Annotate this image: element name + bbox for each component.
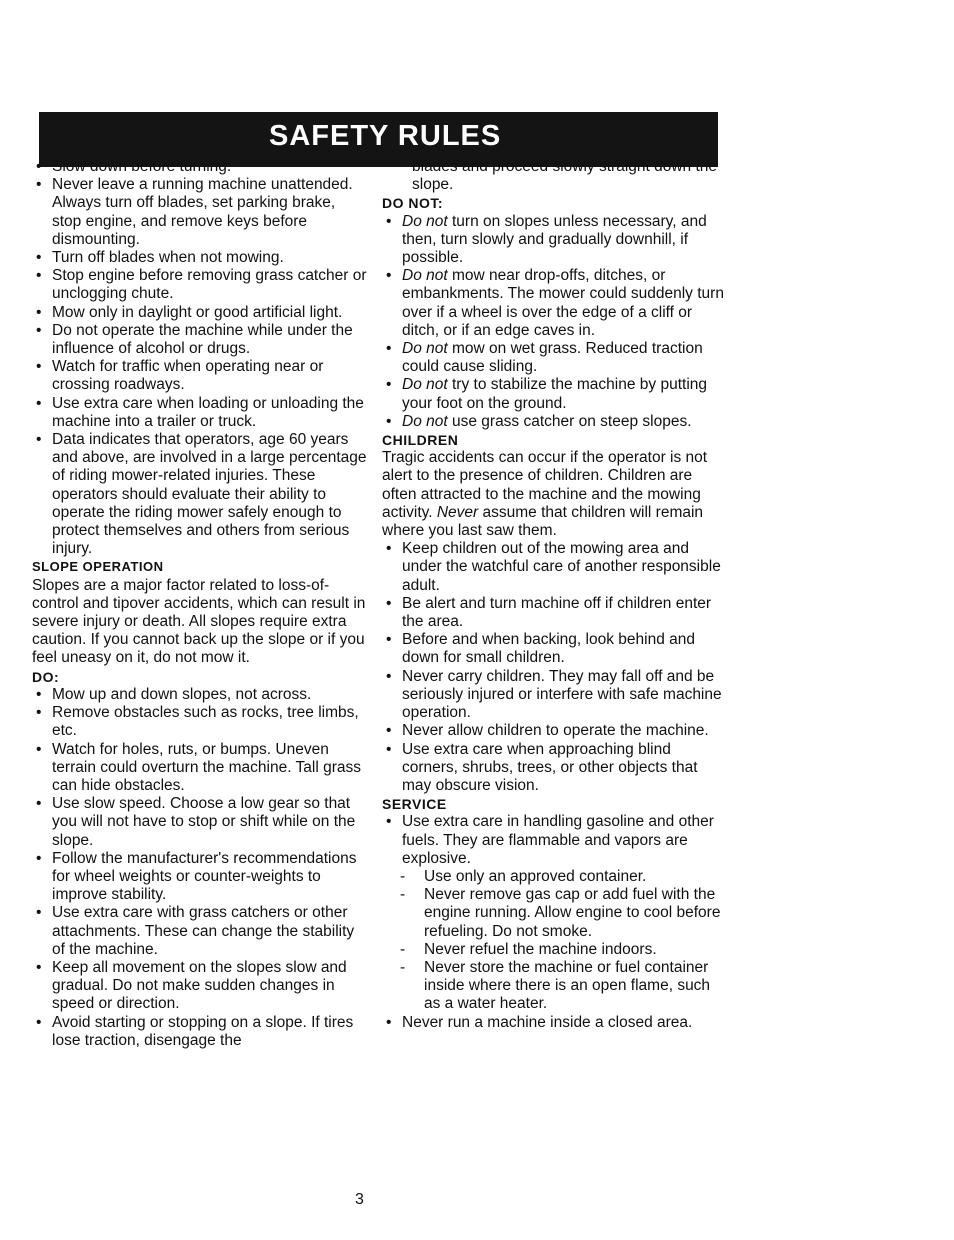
continued-text: blades and proceed slowly straight down the slope. — [412, 158, 718, 194]
list-item: • Watch for holes, ruts, or bumps. Uneven terrain could overturn the machine. Tall grass can hide obstacles. — [32, 741, 367, 796]
list-item: • Do not operate the machine while under the influence of alcohol or drugs. — [32, 322, 367, 358]
list-item: • Use extra care in handling gasoline and other fuels. They are flammable and vapors are explosive. — [382, 813, 727, 868]
general-rules-list — [32, 158, 367, 558]
do-not-label: Do not — [402, 340, 448, 358]
list-item: • Use extra care with grass catchers or other attachments. These can change the stability of the machine. — [32, 904, 367, 959]
do-not-heading: DO NOT: — [382, 195, 444, 212]
list-item: • Remove obstacles such as rocks, tree limbs, etc. — [32, 704, 367, 740]
list-item: • Stop engine before removing grass catcher or unclogging chute. — [32, 267, 367, 303]
do-list — [32, 686, 367, 1050]
list-item: • Do not use grass catcher on steep slopes. — [382, 413, 727, 431]
service-list — [382, 813, 727, 1031]
do-not-label: Do not — [402, 376, 448, 394]
list-subitem: - Never store the machine or fuel container inside where there is an open flame, such as a water heater. — [382, 959, 727, 1014]
list-item: • Use extra care when loading or unloading the machine into a trailer or truck. — [32, 395, 367, 431]
list-item: • Keep children out of the mowing area and under the watchful care of another responsible adult. — [382, 540, 727, 595]
list-item: • Be alert and turn machine off if children enter the area. — [382, 595, 727, 631]
list-item: • Never run a machine inside a closed area. — [382, 1014, 727, 1032]
list-subitem: - Never refuel the machine indoors. — [382, 941, 727, 959]
list-item: • Never leave a running machine unattended. Always turn off blades, set parking brake, stop engine, and remove keys before dismounting. — [32, 176, 367, 249]
list-item: • Mow up and down slopes, not across. — [32, 686, 367, 704]
children-heading: CHILDREN — [382, 432, 459, 449]
page-title: SAFETY RULES — [269, 120, 502, 152]
list-item: • Do not mow on wet grass. Reduced traction could cause sliding. — [382, 340, 727, 376]
list-item: • Do not turn on slopes unless necessary, and then, turn slowly and gradually downhill, if possible. — [382, 213, 727, 268]
list-item: • Do not try to stabilize the machine by putting your foot on the ground. — [382, 376, 727, 412]
list-item: • Follow the manufacturer's recommendations for wheel weights or counter-weights to improve stability. — [32, 850, 367, 905]
slope-operation-text: Slopes are a major factor related to loss-of-control and tipover accidents, which can result in severe injury or death. All slopes require extra caution. If you cannot back up the slope or if you feel uneasy on it, do not mow it. — [32, 576, 366, 667]
list-subitem: - Never remove gas cap or add fuel with the engine running. Allow engine to cool before refueling. Do not smoke. — [382, 886, 727, 941]
list-item: • Data indicates that operators, age 60 years and above, are involved in a large percentage of riding mower-related injuries. These operators should evaluate their ability to operate the riding mower safely enough to protect themselves and others from serious injury. — [32, 431, 367, 558]
page-number: 3 — [355, 1191, 364, 1208]
list-item: • Slow down before turning. — [32, 158, 367, 176]
left-column — [32, 158, 367, 1050]
service-heading: SERVICE — [382, 796, 447, 813]
do-not-label: Do not — [402, 212, 448, 230]
list-item: • Before and when backing, look behind and down for small children. — [382, 631, 727, 667]
list-item: • Never allow children to operate the machine. — [382, 722, 727, 740]
children-list — [382, 540, 727, 795]
do-heading: DO: — [32, 668, 60, 685]
do-not-list — [382, 213, 727, 431]
list-subitem: - Use only an approved container. — [382, 868, 727, 886]
list-item: • Turn off blades when not mowing. — [32, 249, 367, 267]
right-column — [382, 158, 727, 1032]
list-item: • Do not mow near drop-offs, ditches, or embankments. The mower could suddenly turn over if a wheel is over the edge of a cliff or ditch, or if an edge caves in. — [382, 267, 727, 340]
list-item: • Avoid starting or stopping on a slope. If tires lose traction, disengage the — [32, 1014, 367, 1050]
do-not-label: Do not — [402, 412, 448, 430]
list-item: • Never carry children. They may fall off and be seriously injured or interfere with safe machine operation. — [382, 668, 727, 723]
list-item: • Keep all movement on the slopes slow and gradual. Do not make sudden changes in speed or direction. — [32, 959, 367, 1014]
slope-operation-heading: SLOPE OPERATION — [32, 559, 164, 575]
list-item: • Use extra care when approaching blind corners, shrubs, trees, or other objects that may obscure vision. — [382, 741, 727, 796]
children-text: Tragic accidents can occur if the operator is not alert to the presence of children. Children are often attracted to the machine and the mowing activity. Never assume that children will remain where you last saw them. — [382, 449, 708, 540]
list-item: • Mow only in daylight or good artificial light. — [32, 304, 367, 322]
list-item: • Watch for traffic when operating near or crossing roadways. — [32, 358, 367, 394]
list-item: • Use slow speed. Choose a low gear so that you will not have to stop or shift while on the slope. — [32, 795, 367, 850]
do-not-label: Do not — [402, 267, 448, 285]
